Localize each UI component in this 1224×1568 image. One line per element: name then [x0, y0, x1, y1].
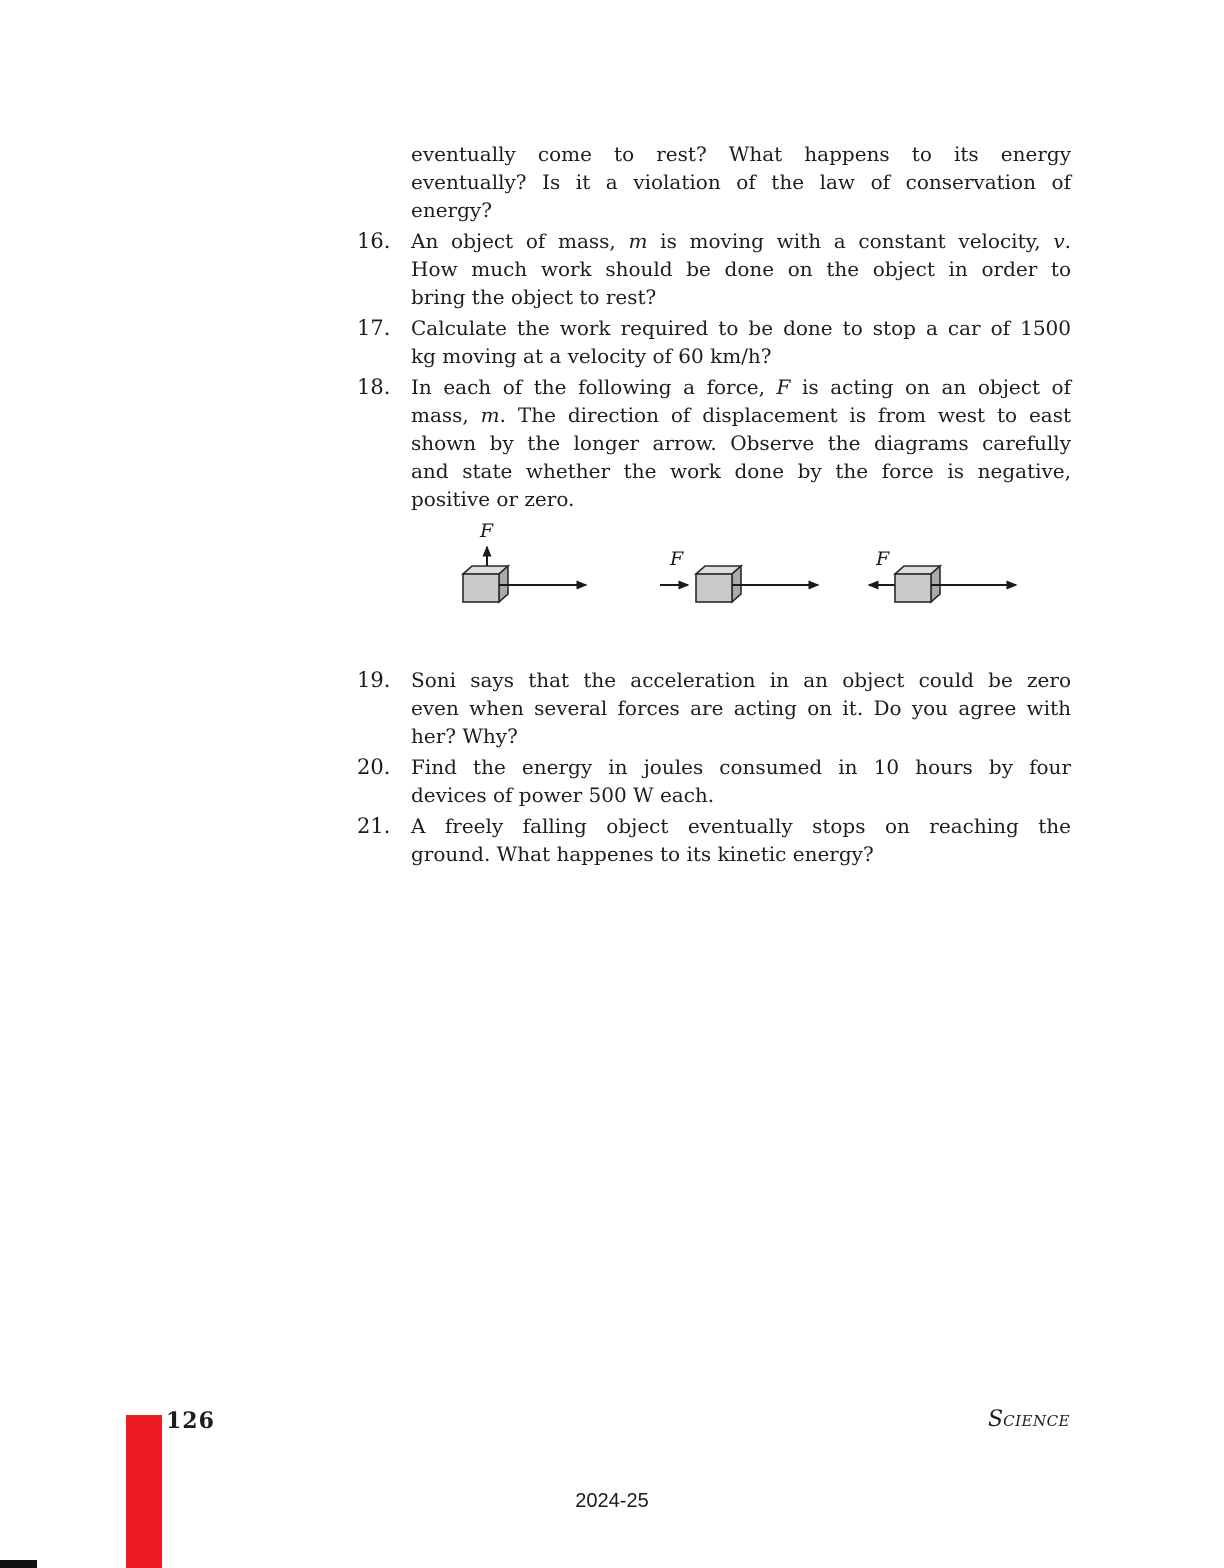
case-force-along-displacement	[660, 548, 818, 602]
text-line: eventually come to rest? What happens to its energy	[411, 142, 1071, 166]
text-line: mass, m. The direction of displacement is from west to east	[411, 403, 1071, 427]
case-vertical-force	[463, 520, 586, 602]
question-number: 20.	[357, 755, 391, 779]
text-line: ground. What happenes to its kinetic energy?	[411, 842, 874, 866]
question-text	[411, 373, 1071, 513]
text-line: kg moving at a velocity of 60 km/h?	[411, 344, 772, 368]
question-18	[357, 373, 1072, 513]
exercise-question-list	[357, 140, 1072, 871]
question-15-continuation	[357, 140, 1072, 224]
question-number	[357, 140, 411, 224]
question-text	[411, 227, 1071, 311]
text-line: Find the energy in joules consumed in 10 hours by four	[411, 755, 1071, 779]
text-line: her? Why?	[411, 724, 518, 748]
question-number: 17.	[357, 316, 391, 340]
text-line: Calculate the work required to be done to stop a car of 1500	[411, 316, 1071, 340]
text-line: energy?	[411, 198, 492, 222]
text-line: devices of power 500 W each.	[411, 783, 715, 807]
force-label: F	[670, 548, 684, 570]
question-text	[411, 753, 1071, 809]
bottom-left-print-mark	[0, 1560, 37, 1568]
force-label: F	[876, 548, 890, 570]
question-16	[357, 227, 1072, 311]
question-text	[411, 140, 1071, 224]
edition-year: 2024-25	[575, 1490, 649, 1512]
page-number-footer: 126	[166, 1408, 215, 1434]
book-title-initial: S	[988, 1407, 1004, 1432]
book-title-rest: CIENCE	[1003, 1412, 1070, 1430]
question-number: 18.	[357, 375, 391, 399]
text-line: shown by the longer arrow. Observe the diagrams carefully	[411, 431, 1071, 455]
text-line: In each of the following a force, F is acting on an object of	[411, 375, 1071, 399]
text-line: An object of mass, m is moving with a constant velocity, v.	[411, 229, 1071, 253]
question-number: 21.	[357, 814, 391, 838]
case-force-opposite-displacement	[869, 548, 1016, 602]
text-line: How much work should be done on the object in order to	[411, 257, 1071, 281]
question-20	[357, 753, 1072, 809]
question-text	[411, 314, 1071, 370]
text-line: Soni says that the acceleration in an object could be zero	[411, 668, 1071, 692]
question-17	[357, 314, 1072, 370]
text-line: even when several forces are acting on it. Do you agree with	[411, 696, 1071, 720]
question-21	[357, 812, 1072, 868]
force-displacement-diagram	[440, 516, 1040, 664]
question-text	[411, 812, 1071, 868]
text-line: bring the object to rest?	[411, 285, 657, 309]
question-19	[357, 666, 1072, 750]
question-number: 16.	[357, 229, 391, 253]
force-diagram-figure	[440, 516, 1040, 664]
book-title-footer	[988, 1407, 1070, 1432]
text-line: eventually? Is it a violation of the law of conservation of	[411, 170, 1071, 194]
text-line: A freely falling object eventually stops on reaching the	[411, 814, 1071, 838]
text-line: positive or zero.	[411, 487, 575, 511]
force-label: F	[480, 520, 494, 542]
question-number: 19.	[357, 668, 391, 692]
text-line: and state whether the work done by the force is negative,	[411, 459, 1071, 483]
question-text	[411, 666, 1071, 750]
